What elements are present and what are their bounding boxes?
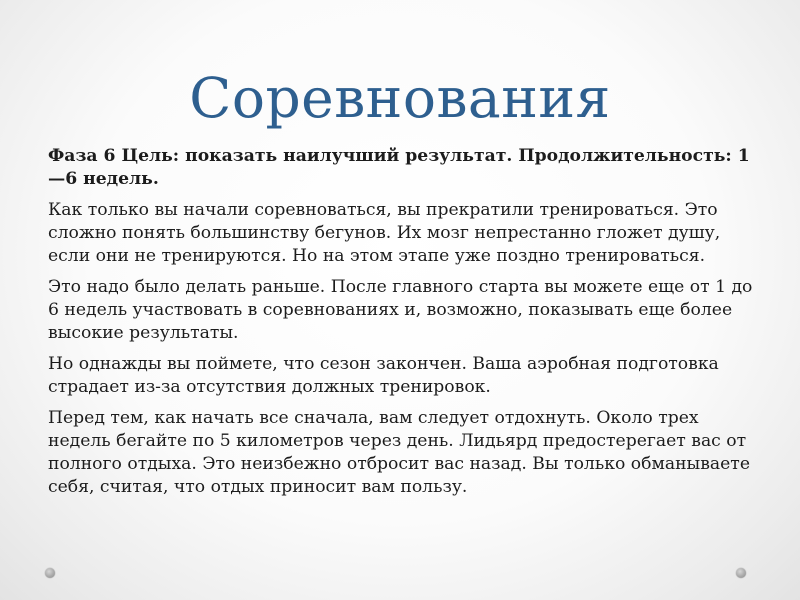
body-paragraph: Перед тем, как начать все сначала, вам следует отдохнуть. Около трех недель бегайте по 5 километров через день. Лидьярд предостерегает вас от полного отдыха. Это неизбежно отбросит вас назад. Вы только обманываете себя, считая, что отдых приносит вам пользу. [48,408,750,497]
body-paragraph: Как только вы начали соревноваться, вы прекратили тренироваться. Это сложно понять большинству бегунов. Их мозг непрестанно гложет душу, если они не тренируются. Но на этом этапе уже поздно тренироваться. [48,200,721,266]
body-paragraph: Это надо было делать раньше. После главного старта вы можете еще от 1 до 6 недель участвовать в соревнованиях и, возможно, показывать еще более высокие результаты. [48,277,753,343]
decorative-dot-right [736,568,746,578]
phase-heading: Фаза 6 Цель: показать наилучший результат. Продолжительность: 1—6 недель. [48,146,750,189]
slide-title: Соревнования [189,66,611,130]
slide-body [48,145,763,507]
decorative-dot-left [45,568,55,578]
body-paragraph: Но однажды вы поймете, что сезон закончен. Ваша аэробная подготовка страдает из-за отсутствия должных тренировок. [48,354,719,397]
